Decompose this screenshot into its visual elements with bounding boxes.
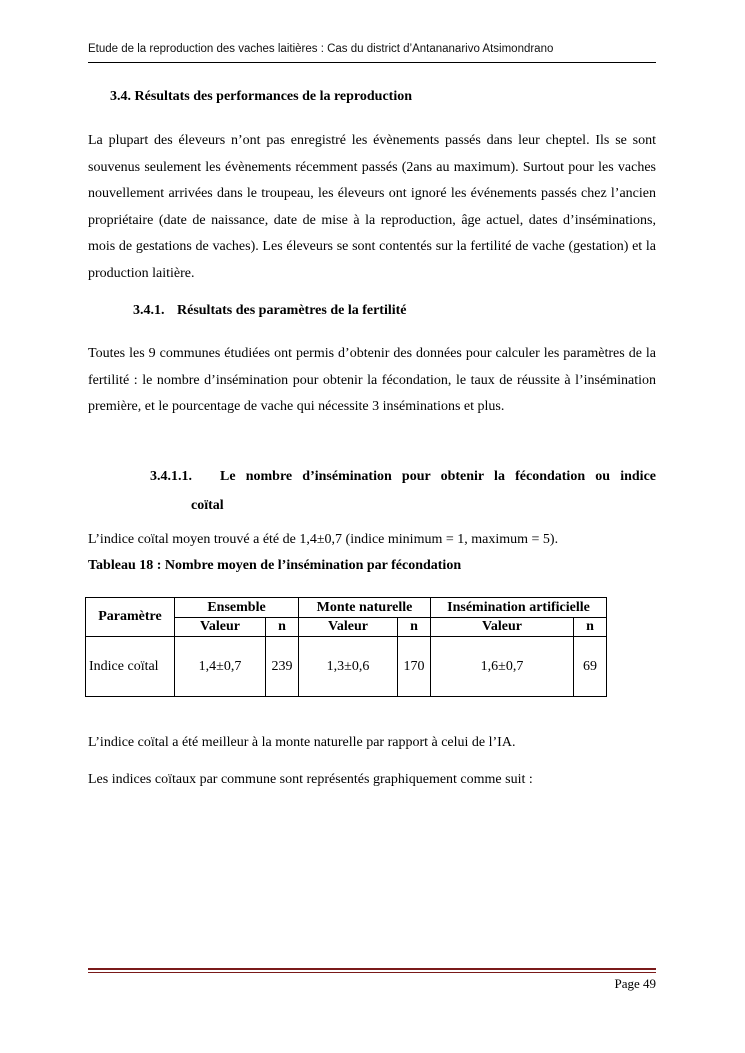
sub-header-valeur: Valeur bbox=[175, 618, 266, 637]
footer-rule-thin bbox=[88, 972, 656, 973]
sub-header-valeur: Valeur bbox=[299, 618, 398, 637]
sub-header-n: n bbox=[398, 618, 431, 637]
section-3-4-1-paragraph: Toutes les 9 communes étudiées ont permis d’obtenir des données pour calculer les paramètres de la fertilité : le nombre d’insémination pour obtenir la fécondation, le taux de réussite à l’insémination première, et le pourcentage de vache qui nécessite 3 inséminations et plus. bbox=[88, 346, 656, 414]
sub-header-n: n bbox=[266, 618, 299, 637]
cell-ia-n: 69 bbox=[574, 637, 607, 697]
param-header: Paramètre bbox=[86, 598, 175, 637]
section-number: 3.4.1. bbox=[133, 303, 165, 318]
section-heading-3-4-1 bbox=[133, 303, 407, 319]
section-title: Résultats des paramètres de la fertilité bbox=[177, 303, 407, 318]
cell-monte-n: 170 bbox=[398, 637, 431, 697]
group-header-ensemble: Ensemble bbox=[175, 598, 299, 618]
running-header: Etude de la reproduction des vaches laitières : Cas du district d’Antananarivo Atsimondrano bbox=[88, 43, 554, 55]
graph-intro-paragraph: Les indices coïtaux par commune sont représentés graphiquement comme suit : bbox=[88, 772, 533, 787]
sub-header-valeur: Valeur bbox=[431, 618, 574, 637]
page-number: Page 49 bbox=[614, 976, 656, 991]
sub-header-n: n bbox=[574, 618, 607, 637]
footer-rule-thick bbox=[88, 968, 656, 970]
section-heading-3-4-1-1 bbox=[150, 462, 656, 520]
comparison-paragraph: L’indice coïtal a été meilleur à la monte naturelle par rapport à celui de l’IA. bbox=[88, 735, 516, 750]
table-caption: Tableau 18 : Nombre moyen de l’insémination par fécondation bbox=[88, 558, 462, 573]
section-3-4-paragraph: La plupart des éleveurs n’ont pas enregistré les évènements passés dans leur cheptel. Ils se sont souvenus seulement les évènements récemment passés (2ans au maximum). Surtout pour les vaches nouvellement arrivées dans le troupeau, les éleveurs ont ignoré les événements passés chez l’ancien propriétaire (date de naissance, date de mise à la reproduction, âge actuel, dates d’inséminations, mois de gestations de vaches). Les éleveurs se sont contentés sur la fertilité de vache (gestation) et la production laitière. bbox=[88, 133, 656, 281]
header-rule bbox=[88, 62, 656, 63]
cell-monte-valeur: 1,3±0,6 bbox=[299, 637, 398, 697]
subsection-title-line1: Le nombre d’insémination pour obtenir la fécondation ou indice bbox=[220, 469, 656, 484]
section-heading-3-4: 3.4. Résultats des performances de la reproduction bbox=[110, 89, 413, 104]
cell-ensemble-valeur: 1,4±0,7 bbox=[175, 637, 266, 697]
table-row bbox=[86, 637, 607, 697]
subsection-title-line2: coïtal bbox=[191, 498, 224, 513]
coital-index-table bbox=[85, 597, 607, 697]
group-header-monte: Monte naturelle bbox=[299, 598, 431, 618]
group-header-ia: Insémination artificielle bbox=[431, 598, 607, 618]
indice-coital-paragraph: L’indice coïtal moyen trouvé a été de 1,4±0,7 (indice minimum = 1, maximum = 5). bbox=[88, 532, 559, 547]
cell-ia-valeur: 1,6±0,7 bbox=[431, 637, 574, 697]
cell-ensemble-n: 239 bbox=[266, 637, 299, 697]
subsection-number: 3.4.1.1. bbox=[150, 469, 192, 484]
row-label: Indice coïtal bbox=[86, 637, 175, 697]
